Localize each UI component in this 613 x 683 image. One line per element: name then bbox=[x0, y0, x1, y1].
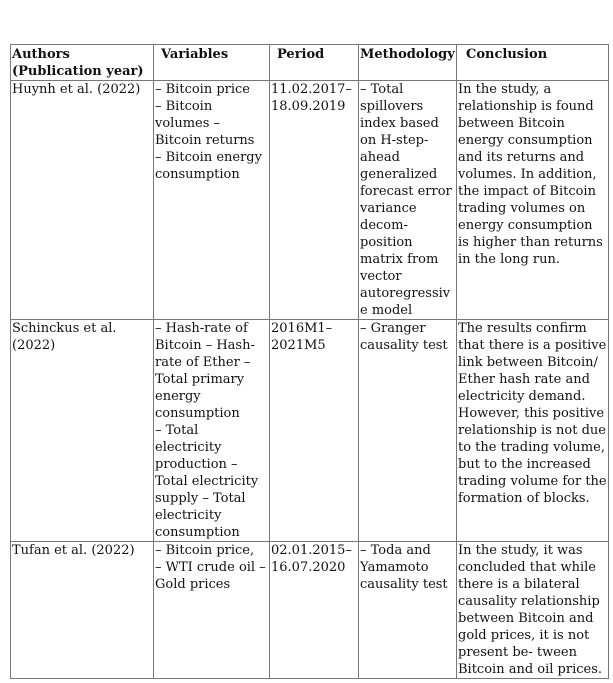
header-variables-label: Variables bbox=[161, 47, 229, 62]
cell-period: 02.01.2015– 16.07.2020 bbox=[270, 542, 359, 679]
cell-variables: – Bitcoin price, – WTI crude oil – Gold prices bbox=[154, 542, 270, 679]
table-row bbox=[11, 81, 609, 320]
cell-authors: Schinckus et al. (2022) bbox=[11, 320, 154, 542]
cell-conclusion: In the study, it was concluded that while there is a bilateral causality relationship between Bitcoin and gold prices, it is not present be- tween Bitcoin and oil prices. bbox=[457, 542, 609, 679]
header-conclusion-label: Conclusion bbox=[466, 47, 548, 62]
cell-conclusion: The results confirm that there is a positive link between Bitcoin/ Ether hash rate and electricity demand. However, this positive relationship is not due to the trading volume, but to the increased trading volume for the formation of blocks. bbox=[457, 320, 609, 542]
cell-period: 11.02.2017– 18.09.2019 bbox=[270, 81, 359, 320]
header-conclusion bbox=[457, 45, 609, 81]
cell-variables: – Bitcoin price – Bitcoin volumes – Bitcoin returns – Bitcoin energy consumption bbox=[154, 81, 270, 320]
cell-authors: Tufan et al. (2022) bbox=[11, 542, 154, 679]
table-row bbox=[11, 320, 609, 542]
cell-methodology: – Granger causality test bbox=[359, 320, 457, 542]
header-variables bbox=[154, 45, 270, 81]
cell-conclusion: In the study, a relationship is found between Bitcoin energy consumption and its returns and volumes. In addition, the impact of Bitcoin trading volumes on energy consumption is higher than returns in the long run. bbox=[457, 81, 609, 320]
table-row bbox=[11, 542, 609, 679]
cell-period: 2016M1– 2021M5 bbox=[270, 320, 359, 542]
header-period bbox=[270, 45, 359, 81]
literature-table bbox=[10, 44, 609, 679]
table-header-row bbox=[11, 45, 609, 81]
header-period-label: Period bbox=[277, 47, 325, 62]
header-methodology: Methodology bbox=[359, 45, 457, 81]
cell-methodology: – Total spillovers index based on H-step-ahead generalized forecast error variance decom- position matrix from vector autoregressive model bbox=[359, 81, 457, 320]
cell-authors: Huynh et al. (2022) bbox=[11, 81, 154, 320]
header-authors: Authors (Publication year) bbox=[11, 45, 154, 81]
cell-variables: – Hash-rate of Bitcoin – Hash-rate of Ether – Total primary energy consumption – Total electricity production – Total electricity supply – Total electricity consumption bbox=[154, 320, 270, 542]
cell-methodology: – Toda and Yamamoto causality test bbox=[359, 542, 457, 679]
